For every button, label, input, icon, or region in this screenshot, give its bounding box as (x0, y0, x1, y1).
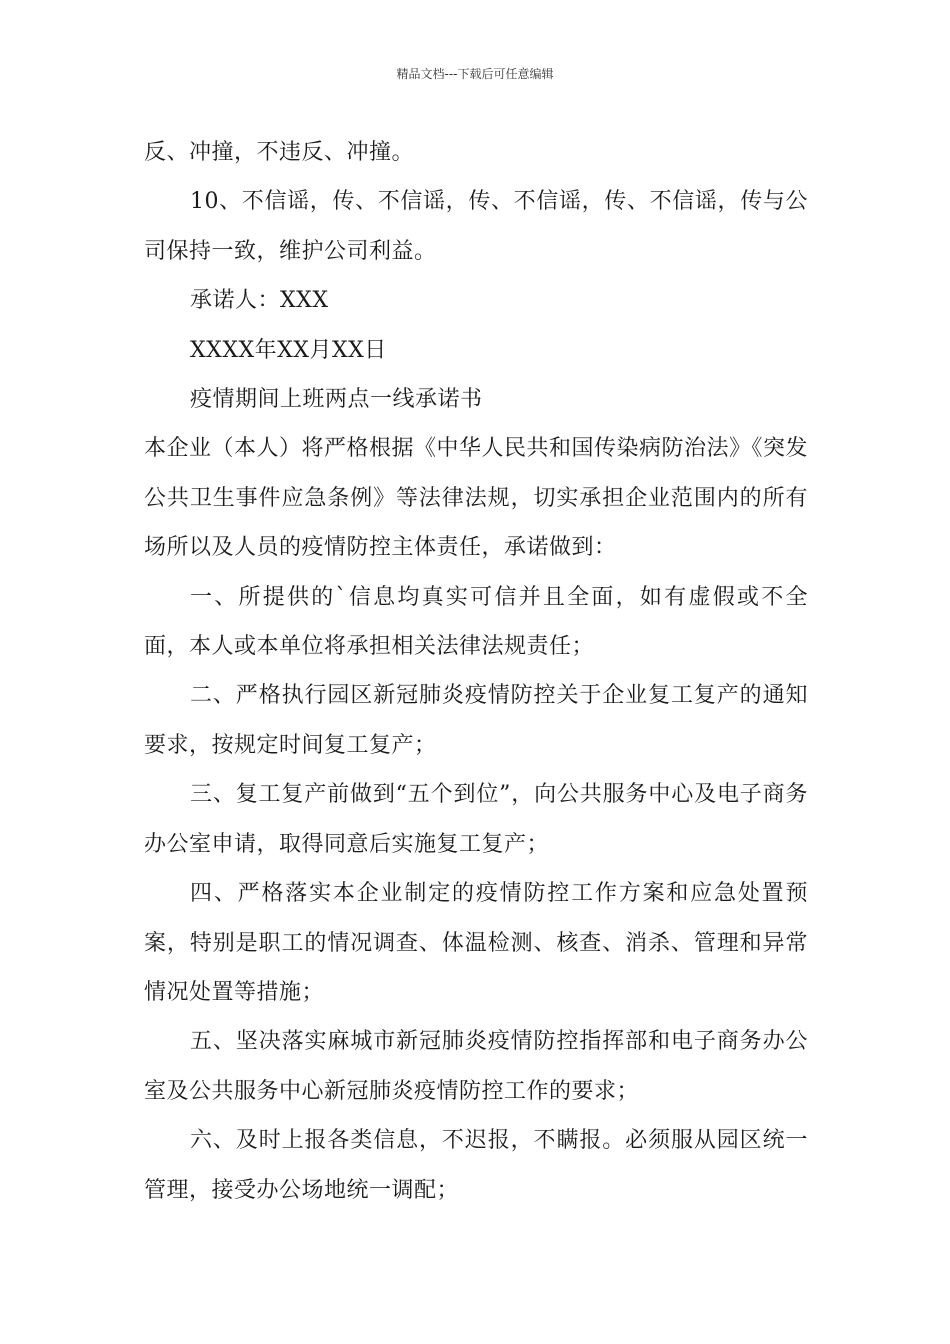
document-title: 疫情期间上班两点一线承诺书 (190, 387, 483, 413)
paragraph-item-3: 三、复工复产前做到“五个到位”，向公共服务中心及电子商务办公室申请，取得同意后实施复工复产； (144, 782, 808, 857)
date-line: XXXX年XX月XX日 (190, 337, 387, 363)
paragraph-preamble: 本企业（本人）将严格根据《中华人民共和国传染病防治法》《突发公共卫生事件应急条例》等法律法规，切实承担企业范围内的所有场所以及人员的疫情防控主体责任，承诺做到： (144, 436, 809, 561)
paragraph-item-10: 10、不信谣，传、不信谣，传、不信谣，传、不信谣，传与公司保持一致，维护公司利益。 (144, 189, 808, 264)
paragraph-item-6: 六、及时上报各类信息，不迟报，不瞒报。必须服从园区统一管理，接受办公场地统一调配； (144, 1128, 808, 1203)
page-header: 精品文档---下载后可任意编辑 (396, 67, 554, 81)
paragraph-item-2: 二、严格执行园区新冠肺炎疫情防控关于企业复工复产的通知要求，按规定时间复工复产； (144, 683, 808, 758)
paragraph-item-1: 一、所提供的`信息均真实可信并且全面，如有虚假或不全面，本人或本单位将承担相关法律法规责任； (144, 584, 808, 660)
document-body (144, 128, 808, 1215)
signatory-line: 承诺人：XXX (190, 288, 329, 314)
paragraph-item-5: 五、坚决落实麻城市新冠肺炎疫情防控指挥部和电子商务办公室及公共服务中心新冠肺炎疫情防控工作的要求； (144, 1029, 808, 1104)
paragraph-item-4: 四、严格落实本企业制定的疫情防控工作方案和应急处置预案，特别是职工的情况调查、体温检测、核查、消杀、管理和异常情况处置等措施； (144, 881, 808, 1005)
paragraph-continuation: 反、冲撞，不违反、冲撞。 (144, 140, 415, 165)
